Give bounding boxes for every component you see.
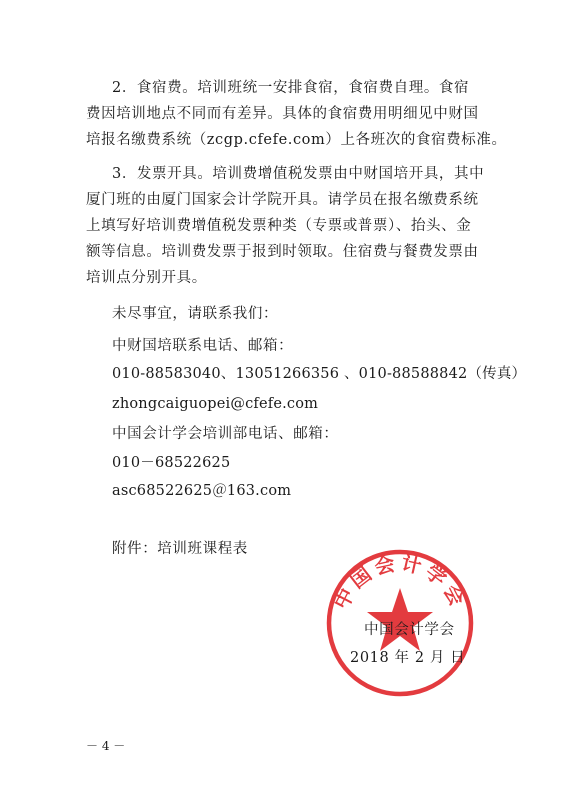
paragraph-invoice-line-1: 3．发票开具。培训费增值税发票由中财国培开具，其中 xyxy=(112,166,485,182)
paragraph-invoice-line-4: 额等信息。培训费发票于报到时领取。住宿费与餐费发票由 xyxy=(86,244,479,260)
paragraph-invoice-line-2: 厦门班的由厦门国家会计学院开具。请学员在报名缴费系统 xyxy=(86,192,479,208)
asc-email: asc68522625＠163.com xyxy=(112,483,292,499)
paragraph-invoice-line-3: 上填写好培训费增值税发票种类（专票或普票）、抬头、金 xyxy=(86,218,472,234)
signature-date: 2018 年 2 月 日 xyxy=(350,650,466,666)
asc-contact-label: 中国会计学会培训部电话、邮箱： xyxy=(112,426,339,442)
paragraph-meal-line-3: 培报名缴费系统（zcgp.cfefe.com）上各班次的食宿费标准。 xyxy=(86,132,507,148)
signature-organization: 中国会计学会 xyxy=(364,622,455,638)
zcgp-contact-label: 中财国培联系电话、邮箱： xyxy=(112,338,294,354)
seal-text: 中国会计学会 xyxy=(328,550,472,614)
page-number: － 4 － xyxy=(86,739,126,753)
zcgp-email: zhongcaiguopei@cfefe.com xyxy=(112,396,319,412)
paragraph-invoice-line-5: 培训点分别开具。 xyxy=(86,270,207,286)
asc-phone-number: 010－68522625 xyxy=(112,455,231,471)
paragraph-meal-line-2: 费因培训地点不同而有差异。具体的食宿费用明细见中财国 xyxy=(86,106,479,122)
paragraph-meal-line-1: 2．食宿费。培训班统一安排食宿，食宿费自理。食宿 xyxy=(112,80,470,96)
zcgp-phone-numbers: 010-88583040、13051266356 、010-88588842（传真） xyxy=(112,366,527,382)
contact-intro: 未尽事宜，请联系我们： xyxy=(112,306,279,322)
attachment-line: 附件：培训班课程表 xyxy=(112,541,248,557)
